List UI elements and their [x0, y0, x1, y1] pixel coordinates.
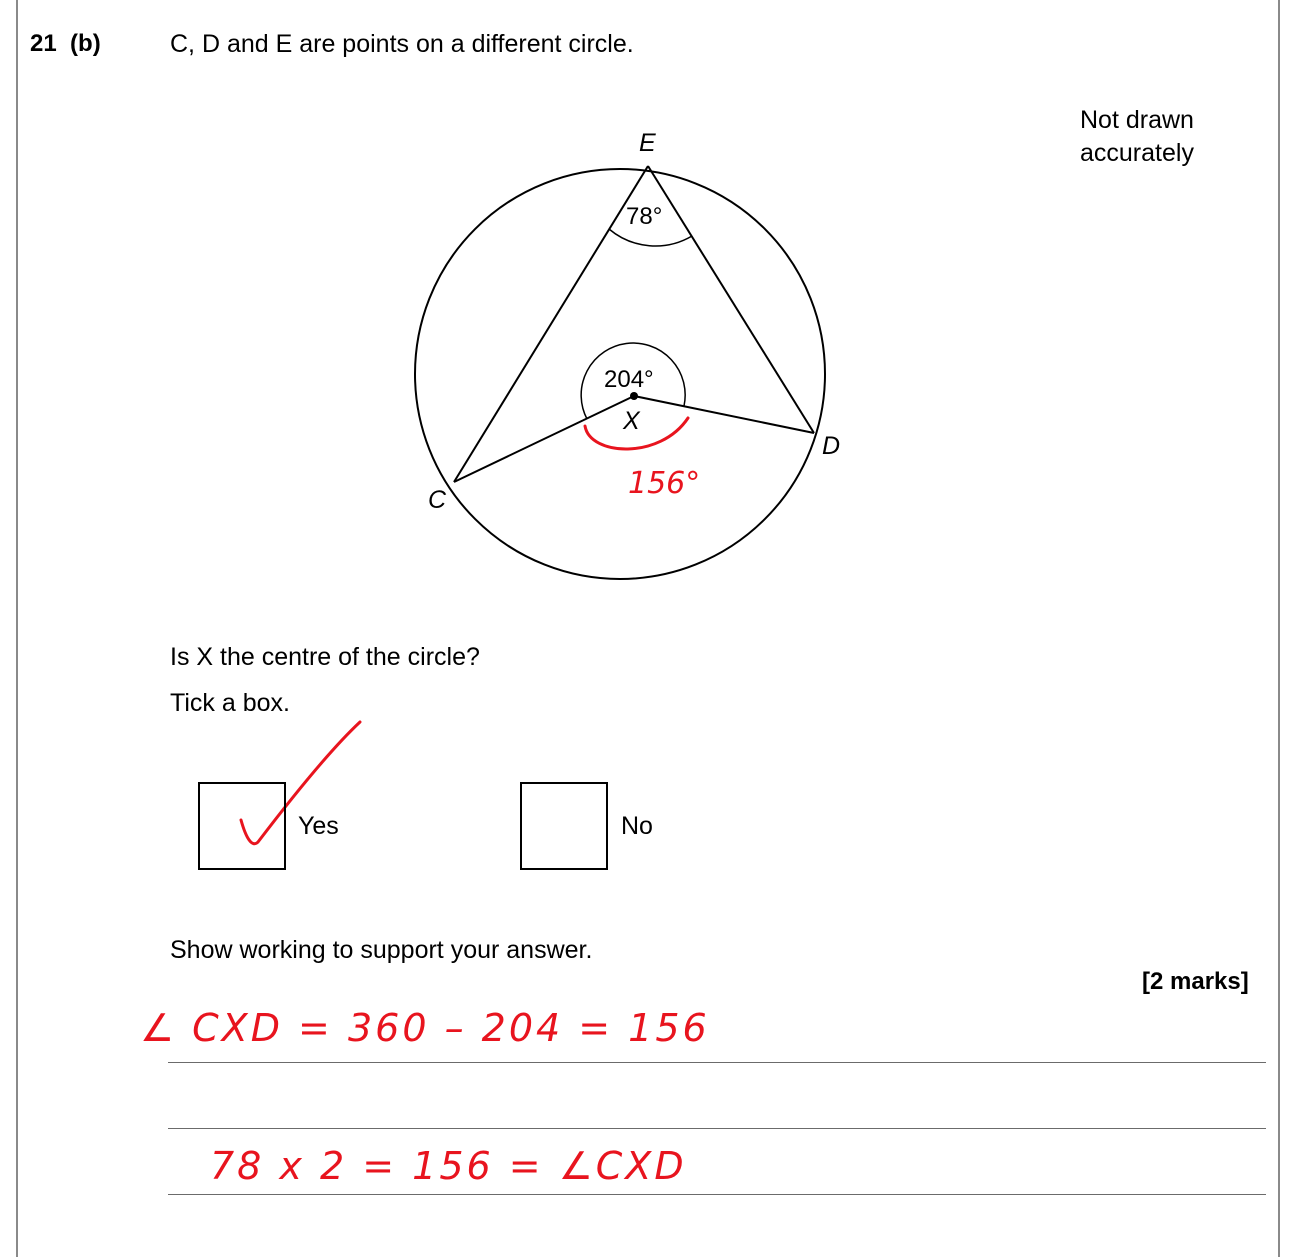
yes-label: Yes [298, 812, 339, 840]
question-instruction: Tick a box. [170, 689, 290, 717]
no-label: No [621, 812, 653, 840]
no-checkbox[interactable] [520, 782, 608, 870]
chord-ED [648, 166, 814, 433]
angle-E-label: 78° [626, 203, 663, 230]
label-D: D [822, 432, 841, 460]
label-E: E [639, 129, 656, 157]
yes-checkbox[interactable] [198, 782, 286, 870]
question-prompt: Is X the centre of the circle? [170, 643, 480, 671]
label-C: C [428, 486, 447, 514]
handwritten-angle-156: 156° [628, 466, 701, 501]
segment-XD [634, 396, 814, 433]
answer-line-3 [168, 1194, 1266, 1195]
point-X [630, 392, 638, 400]
handwritten-working-line-2[interactable]: 78 x 2 = 156 = ∠CXD [210, 1144, 687, 1188]
handwritten-working-line-1: ∠ CXD = 360 – 204 = 156 [140, 1006, 710, 1050]
question-intro: C, D and E are points on a different circle. [170, 30, 634, 58]
not-drawn-accurately-note: Not drawn accurately [1080, 106, 1194, 167]
question-number: 21 (b) [30, 30, 101, 57]
angle-X-label: 204° [604, 366, 654, 393]
label-X: X [623, 407, 640, 435]
marks-label: [2 marks] [1142, 968, 1249, 995]
answer-line-1 [168, 1062, 1266, 1063]
working-prompt: Show working to support your answer. [170, 936, 593, 964]
answer-line-2 [168, 1128, 1266, 1129]
angle-arc-E [609, 229, 692, 246]
